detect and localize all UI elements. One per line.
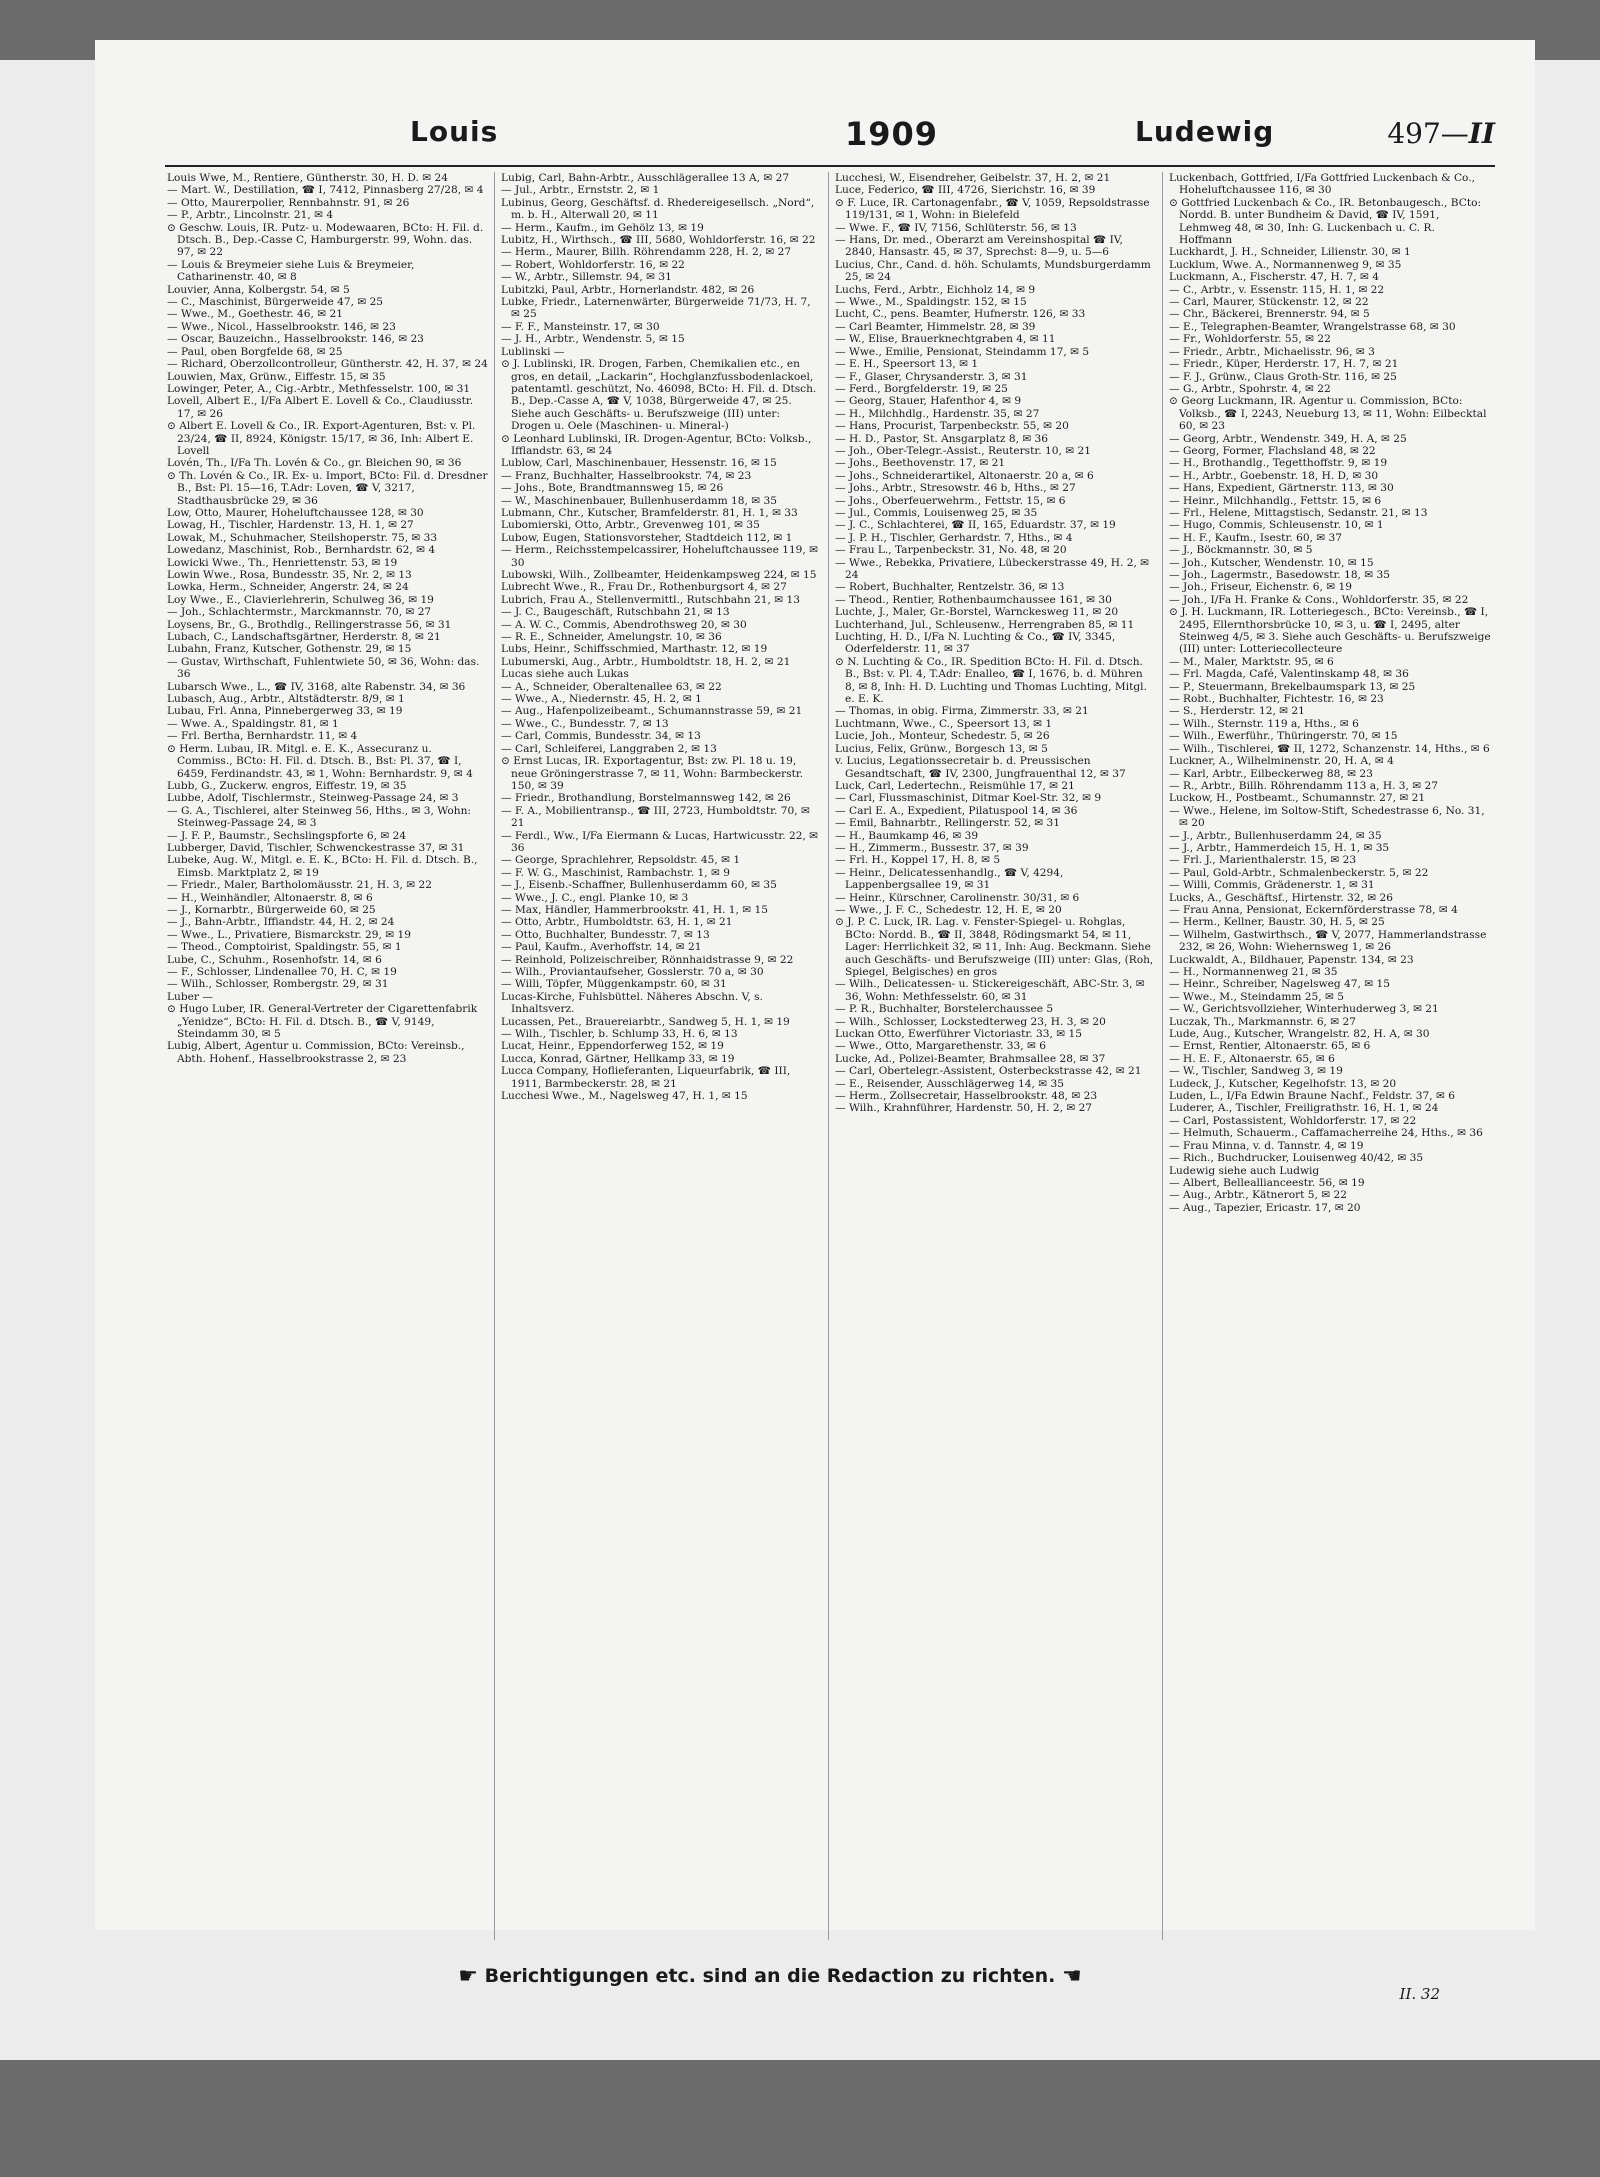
directory-entry: — Paul, Kaufm., Averhoffstr. 14, ✉ 21 [501, 941, 702, 954]
directory-entry: — Reinhold, Polizeischreiber, Rönnhaidstrasse 9, ✉ 22 [501, 953, 794, 966]
footer-notice-text: Berichtigungen etc. sind an die Redaction zu richten. [484, 1965, 1056, 1987]
directory-entry: — Aug., Tapezier, Ericastr. 17, ✉ 20 [1169, 1201, 1361, 1214]
directory-entry: — Friedr., Arbtr., Michaelisstr. 96, ✉ 3 [1169, 345, 1375, 358]
directory-entry: — A., Schneider, Oberaltenallee 63, ✉ 22 [501, 680, 722, 693]
directory-entry: Lowinger, Peter, A., Cig.-Arbtr., Methfesselstr. 100, ✉ 31 [167, 382, 471, 395]
directory-entry: — Wilh., Delicatessen- u. Stickereigeschäft, ABC-Str. 3, ✉ 36, Wohn: Methfesselstr. 60, ✉ 31 [835, 978, 1145, 1003]
directory-entry: Lowag, H., Tischler, Hardenstr. 13, H. 1, ✉ 27 [167, 519, 414, 532]
directory-entry: ⊙ J. H. Luckmann, IR. Lotteriegesch., BCto: Vereinsb., ☎ I, 2495, Ellernthorsbrücke 10, ✉ 3, u. ☎ I, 2495, alter Steinweg 4/5, ✉ 3. Siehe auch Geschäfts- u. Berufszweige (III) unter: Lotteriecollecteure [1169, 606, 1491, 656]
directory-entry: — Herm., Maurer, Billh. Röhrendamm 228, H. 2, ✉ 27 [501, 246, 792, 259]
directory-entry: — P. R., Buchhalter, Borstelerchaussee 5 [835, 1003, 1054, 1016]
directory-entry: — Frau Anna, Pensionat, Eckernförderstrasse 78, ✉ 4 [1169, 903, 1458, 916]
directory-entry: — Rich., Buchdrucker, Louisenweg 40/42, ✉ 35 [1169, 1152, 1424, 1165]
directory-entry: — Paul, Gold-Arbtr., Schmalenbeckerstr. 5, ✉ 22 [1169, 866, 1429, 879]
directory-entry: — Joh., Lagermstr., Basedowstr. 18, ✉ 35 [1169, 569, 1391, 581]
directory-entry: — Carl, Postassistent, Wohldorferstr. 17, ✉ 22 [1169, 1114, 1417, 1127]
directory-entry: — J., Arbtr., Bullenhuserdamm 24, ✉ 35 [1169, 829, 1382, 842]
directory-entry: Lucht, C., pens. Beamter, Hufnerstr. 126, ✉ 33 [835, 308, 1086, 321]
directory-entry: Lubitzki, Paul, Arbtr., Hornerlandstr. 482, ✉ 26 [501, 283, 755, 296]
directory-entry: — Wwe., Helene, im Soltow-Stift, Schedestrasse 6, No. 31, ✉ 20 [1169, 804, 1485, 830]
directory-entry: — F., Schlosser, Lindenallee 70, H. C, ✉ 19 [167, 966, 397, 978]
directory-entry: — Oscar, Bauzeichn., Hasselbrookstr. 146, ✉ 23 [167, 333, 424, 346]
directory-entry: Lowedanz, Maschinist, Rob., Bernhardstr. 62, ✉ 4 [167, 544, 436, 557]
directory-entry: — H., Weinhändler, Altonaerstr. 8, ✉ 6 [167, 891, 373, 904]
directory-entry: — Joh., I/Fa H. Franke & Cons., Wohldorferstr. 35, ✉ 22 [1169, 593, 1469, 606]
directory-entry: Lubrecht Wwe., R., Frau Dr., Rothenburgsort 4, ✉ 27 [501, 581, 787, 594]
header-year: 1909 [845, 115, 939, 153]
directory-entry: — S., Herderstr. 12, ✉ 21 [1169, 705, 1305, 718]
directory-entry: — Wilh., Krahnführer, Hardenstr. 50, H. 2, ✉ 27 [835, 1102, 1093, 1115]
page-number: 497—II [1387, 117, 1495, 150]
directory-entry: — W., Tischler, Sandweg 3, ✉ 19 [1169, 1065, 1343, 1078]
directory-entry: — W., Gerichtsvollzieher, Winterhuderweg 3, ✉ 21 [1169, 1003, 1439, 1016]
directory-entry: Lucchesi Wwe., M., Nagelsweg 47, H. 1, ✉ 15 [501, 1090, 748, 1103]
directory-entry: — Ernst, Rentier, Altonaerstr. 65, ✉ 6 [1169, 1040, 1371, 1053]
directory-entry: ⊙ J. Lublinski, IR. Drogen, Farben, Chemikalien etc., en gros, en detail, „Lackarin“, Hochglanzfussbodenlackoel, patentamtl. geschützt, No. 46098, BCto: H. Fil. d. Dtsch. B., Dep.-Casse A, ☎ V, 1038, Bürgerweide 47, ✉ 25. Siehe auch Geschäfts- u. Berufszweige (III) unter: Drogen u. Oele (Maschinen- u. Mineral-) [501, 358, 817, 433]
directory-entry: — H., Milchhdlg., Hardenstr. 35, ✉ 27 [835, 407, 1040, 420]
directory-entry: — Wilh., Sternstr. 119 a, Hths., ✉ 6 [1169, 717, 1359, 730]
directory-entry: — Heinr., Milchhandlg., Fettstr. 15, ✉ 6 [1169, 494, 1382, 507]
directory-entry: Luckwaldt, A., Bildhauer, Papenstr. 134, ✉ 23 [1169, 953, 1414, 966]
header-left-word: Louis [410, 115, 499, 148]
directory-entry: — Carl, Commis, Bundesstr. 34, ✉ 13 [501, 730, 701, 743]
directory-entry: — Frl. H., Koppel 17, H. 8, ✉ 5 [835, 854, 1001, 867]
directory-entry: — Joh., Schlachtermstr., Marckmannstr. 70, ✉ 27 [167, 606, 432, 619]
directory-entry: ⊙ Th. Lovén & Co., IR. Ex- u. Import, BCto: Fil. d. Dresdner B., Bst: Pl. 15—16, T.Adr: Loven, ☎ V, 3217, Stadthausbrücke 29, ✉ 36 [167, 469, 488, 507]
directory-entry: — Wilhelm, Gastwirthsch., ☎ V, 2077, Hammerlandstrasse 232, ✉ 26, Wohn: Wiehernsweg 1, ✉ 26 [1169, 928, 1487, 954]
directory-entry: — Joh., Ober-Telegr.-Assist., Reuterstr. 10, ✉ 21 [835, 444, 1091, 457]
directory-entry: — Richard, Oberzollcontrolleur, Güntherstr. 42, H. 37, ✉ 24 [167, 358, 488, 371]
directory-entry: Loysens, Br., G., Brothdlg., Rellingerstrasse 56, ✉ 31 [167, 618, 452, 631]
directory-entry: ⊙ J. P. C. Luck, IR. Lag. v. Fenster-Spiegel- u. Rohglas, BCto: Nordd. B., ☎ II, 3848, Rödingsmarkt 54, ✉ 11, Lager: Herrlichkeit 32, ✉ 11, Inh: Aug. Beckmann. Siehe auch Geschäfts- und Berufszweige (III) unter: Glas, (Roh, Spiegel, Belgisches) en gros [835, 916, 1154, 978]
directory-entry: Luckner, A., Wilhelminenstr. 20, H. A, ✉ 4 [1169, 755, 1394, 768]
directory-entry: — Wwe., J. F. C., Schedestr. 12, H. E, ✉ 20 [835, 903, 1062, 916]
directory-entry: — Wwe., M., Spaldingstr. 152, ✉ 15 [835, 296, 1027, 309]
directory-entry: — Carl, Obertelegr.-Assistent, Osterbeckstrasse 42, ✉ 21 [835, 1065, 1142, 1078]
directory-entry: — Fr., Wohldorferstr. 55, ✉ 22 [1169, 333, 1331, 346]
directory-entry: Lublow, Carl, Maschinenbauer, Hessenstr. 16, ✉ 15 [501, 457, 777, 470]
directory-entry: Louvier, Anna, Kolbergstr. 54, ✉ 5 [167, 283, 350, 296]
directory-entry: ⊙ Leonhard Lublinski, IR. Drogen-Agentur, BCto: Volksb., Ifflandstr. 63, ✉ 24 [501, 432, 812, 457]
directory-entry: Lude, Aug., Kutscher, Wrangelstr. 82, H. A, ✉ 30 [1169, 1028, 1430, 1041]
directory-entry: Lubb, G., Zuckerw. engros, Eiffestr. 19, ✉ 35 [167, 779, 407, 792]
column-2 [495, 172, 829, 1940]
directory-entry: — Willi, Commis, Grädenerstr. 1, ✉ 31 [1169, 879, 1375, 892]
directory-entry: Lubau, Frl. Anna, Pinnebergerweg 33, ✉ 19 [167, 705, 403, 718]
directory-entry: — G. A., Tischlerei, alter Steinweg 56, Hths., ✉ 3, Wohn: Steinweg-Passage 24, ✉ 3 [167, 804, 471, 830]
directory-entry: Low, Otto, Maurer, Hoheluftchaussee 128, ✉ 30 [167, 506, 424, 519]
directory-entry: Lubmann, Chr., Kutscher, Bramfelderstr. 81, H. 1, ✉ 33 [501, 506, 798, 519]
directory-entry: — J., Böckmannstr. 30, ✉ 5 [1169, 544, 1313, 557]
directory-entry: — Hans, Expedient, Gärtnerstr. 113, ✉ 30 [1169, 482, 1394, 495]
directory-entry: Lubig, Albert, Agentur u. Commission, BCto: Vereinsb., Abth. Hohenf., Hasselbrookstrasse 2, ✉ 23 [167, 1040, 465, 1065]
directory-entry: — J. C., Baugeschäft, Rutschbahn 21, ✉ 13 [501, 606, 730, 619]
directory-entry: — F. W. G., Maschinist, Rambachstr. 1, ✉ 9 [501, 866, 730, 879]
directory-entry: Lucke, Ad., Polizei-Beamter, Brahmsallee 28, ✉ 37 [835, 1052, 1106, 1065]
directory-entry: Luchterhand, Jul., Schleusenw., Herrengraben 85, ✉ 11 [835, 618, 1135, 631]
directory-entry: Luchtmann, Wwe., C., Speersort 13, ✉ 1 [835, 717, 1053, 730]
directory-entry: — Carl E. A., Expedient, Pilatuspool 14, ✉ 36 [835, 804, 1078, 817]
directory-entry: — Albert, Belleallianceestr. 56, ✉ 19 [1169, 1176, 1365, 1189]
directory-entry: — Hans, Dr. med., Oberarzt am Vereinshospital ☎ IV, 2840, Hansastr. 45, ✉ 37, Sprechst: 8—9, u. 5—6 [835, 234, 1123, 259]
directory-entry: — Herm., Zollsecretair, Hasselbrookstr. 48, ✉ 23 [835, 1090, 1098, 1103]
directory-entry: — J. P. H., Tischler, Gerhardstr. 7, Hths., ✉ 4 [835, 531, 1073, 544]
directory-entry: — Carl, Maurer, Stückenstr. 12, ✉ 22 [1169, 296, 1369, 309]
directory-entry: Lube, C., Schuhm., Rosenhofstr. 14, ✉ 6 [167, 953, 382, 966]
directory-entry: — H., Zimmerm., Bussestr. 37, ✉ 39 [835, 841, 1029, 854]
directory-entry: — J., Kornarbtr., Bürgerweide 60, ✉ 25 [167, 903, 376, 916]
directory-entry: — F. F., Mansteinstr. 17, ✉ 30 [501, 320, 660, 333]
directory-entry: — Emil, Bahnarbtr., Rellingerstr. 52, ✉ 31 [835, 817, 1061, 830]
directory-entry: — Johs., Oberfeuerwehrm., Fettstr. 15, ✉ 6 [835, 494, 1066, 507]
directory-entry: Lowin Wwe., Rosa, Bundesstr. 35, Nr. 2, ✉ 13 [167, 569, 412, 581]
directory-entry: ⊙ N. Luchting & Co., IR. Spedition BCto: H. Fil. d. Dtsch. B., Bst: v. Pl. 4, T.Adr: Enalleo, ☎ I, 1676, b. d. Mühren 8, ✉ 8, Inh: H. D. Luchting und Thomas Luchting, Mitgl. e. E. K. [835, 655, 1147, 706]
directory-entry: — Ferdl., Ww., I/Fa Eiermann & Lucas, Hartwicusstr. 22, ✉ 36 [501, 829, 819, 854]
directory-entry: Lubeke, Aug. W., Mitgl. e. E. K., BCto: H. Fil. d. Dtsch. B., Eimsb. Marktplatz 2, ✉ 19 [167, 854, 478, 879]
directory-entry: Lubrich, Frau A., Stellenvermittl., Rutschbahn 21, ✉ 13 [501, 593, 800, 606]
directory-entry: — J. C., Schlachterei, ☎ II, 165, Eduardstr. 37, ✉ 19 [835, 519, 1116, 532]
directory-columns [161, 172, 1497, 1940]
directory-entry: Lubarsch Wwe., L., ☎ IV, 3168, alte Rabenstr. 34, ✉ 36 [167, 680, 466, 693]
directory-entry: Lubahn, Franz, Kutscher, Gothenstr. 29, ✉ 15 [167, 643, 412, 656]
directory-entry: — F. J., Grünw., Claus Groth-Str. 116, ✉ 25 [1169, 370, 1397, 383]
directory-entry: Lucklum, Wwe. A., Normannenweg 9, ✉ 35 [1169, 258, 1402, 271]
directory-entry: — A. W. C., Commis, Abendrothsweg 20, ✉ 30 [501, 618, 747, 631]
directory-entry: — C., Maschinist, Bürgerweide 47, ✉ 25 [167, 296, 384, 309]
directory-entry: — George, Sprachlehrer, Repsoldstr. 45, ✉ 1 [501, 854, 741, 867]
directory-entry: — Louis & Breymeier siehe Luis & Breymeier, Catharinenstr. 40, ✉ 8 [167, 258, 415, 284]
directory-entry: — Thomas, in obig. Firma, Zimmerstr. 33, ✉ 21 [835, 705, 1089, 718]
directory-entry: ⊙ Albert E. Lovell & Co., IR. Export-Agenturen, Bst: v. Pl. 23/24, ☎ II, 8924, Königstr. 15/17, ✉ 36, Inh: Albert E. Lovell [167, 420, 476, 457]
directory-entry: — M., Maler, Marktstr. 95, ✉ 6 [1169, 655, 1334, 668]
directory-entry: Lubberger, David, Tischler, Schwenckestrasse 37, ✉ 31 [167, 841, 465, 854]
directory-entry: — Jul., Arbtr., Ernststr. 2, ✉ 1 [501, 184, 660, 197]
directory-entry: — Wilh., Schlosser, Rombergstr. 29, ✉ 31 [167, 978, 389, 991]
directory-entry: ⊙ Gottfried Luckenbach & Co., IR. Betonbaugesch., BCto: Nordd. B. unter Bundheim & David, ☎ IV, 1591, Lehmweg 48, ✉ 30, Inh: G. Luckenbach u. C. R. Hoffmann [1169, 196, 1482, 247]
directory-entry: — Robt., Buchhalter, Fichtestr. 16, ✉ 23 [1169, 693, 1384, 706]
directory-entry: — Otto, Maurerpolier, Rennbahnstr. 91, ✉ 26 [167, 196, 410, 209]
directory-entry: — H. E. F., Altonaerstr. 65, ✉ 6 [1169, 1052, 1335, 1065]
directory-entry: — Carl Beamter, Himmelstr. 28, ✉ 39 [835, 320, 1036, 333]
directory-entry: — W., Maschinenbauer, Bullenhuserdamm 18, ✉ 35 [501, 494, 777, 507]
directory-entry: — Frau Minna, v. d. Tannstr. 4, ✉ 19 [1169, 1139, 1364, 1152]
directory-entry: — G., Arbtr., Spohrstr. 4, ✉ 22 [1169, 382, 1331, 395]
directory-entry: — Robert, Buchhalter, Rentzelstr. 36, ✉ 13 [835, 581, 1065, 594]
directory-entry: Lucie, Joh., Monteur, Schedestr. 5, ✉ 26 [835, 730, 1050, 743]
directory-entry: — Heinr., Kürschner, Carolinenstr. 30/31, ✉ 6 [835, 891, 1080, 904]
directory-entry: Lucat, Heinr., Eppendorferweg 152, ✉ 19 [501, 1040, 724, 1053]
directory-entry: — J., Arbtr., Hammerdeich 15, H. 1, ✉ 35 [1169, 841, 1390, 854]
directory-entry: Lubbe, Adolf, Tischlermstr., Steinweg-Passage 24, ✉ 3 [167, 792, 459, 805]
directory-entry: — Karl, Arbtr., Eilbeckerweg 88, ✉ 23 [1169, 767, 1373, 780]
directory-entry: — Jul., Commis, Louisenweg 25, ✉ 35 [835, 506, 1038, 519]
directory-entry: Lubumerski, Aug., Arbtr., Humboldtstr. 18, H. 2, ✉ 21 [501, 655, 791, 668]
directory-entry: Luchs, Ferd., Arbtr., Eichholz 14, ✉ 9 [835, 283, 1036, 296]
directory-entry: Lublinski — [501, 345, 565, 358]
directory-entry: Louis Wwe, M., Rentiere, Güntherstr. 30, H. D. ✉ 24 [167, 172, 449, 184]
directory-entry: Lucius, Felix, Grünw., Borgesch 13, ✉ 5 [835, 742, 1048, 755]
directory-entry: — Wwe., Nicol., Hasselbrookstr. 146, ✉ 23 [167, 320, 396, 333]
directory-entry: — Hugo, Commis, Schleusenstr. 10, ✉ 1 [1169, 519, 1384, 532]
directory-entry: Luckan Otto, Ewerführer Victoriastr. 33, ✉ 15 [835, 1028, 1082, 1041]
directory-entry: — J., Bahn-Arbtr., Iffiandstr. 44, H. 2, ✉ 24 [167, 916, 395, 929]
directory-entry: Lubasch, Aug., Arbtr., Altstädterstr. 8/9, ✉ 1 [167, 693, 405, 706]
directory-entry: — H. D., Pastor, St. Ansgarplatz 8, ✉ 36 [835, 432, 1049, 445]
directory-entry: Loy Wwe., E., Clavierlehrerin, Schulweg 36, ✉ 19 [167, 593, 434, 606]
directory-entry: — Frl. J., Marienthalerstr. 15, ✉ 23 [1169, 854, 1357, 867]
directory-entry: — E. H., Speersort 13, ✉ 1 [835, 358, 979, 371]
directory-entry: — R. E., Schneider, Amelungstr. 10, ✉ 36 [501, 631, 722, 644]
directory-entry: ⊙ Geschw. Louis, IR. Putz- u. Modewaaren, BCto: H. Fil. d. Dtsch. B., Dep.-Casse C, Hamburgerstr. 99, Wohn. das. 97, ✉ 22 [167, 221, 484, 259]
directory-entry: Lucchesi, W., Eisendreher, Geibelstr. 37, H. 2, ✉ 21 [835, 172, 1111, 184]
directory-entry: Luchte, J., Maler, Gr.-Borstel, Warnckesweg 11, ✉ 20 [835, 606, 1119, 619]
directory-entry: — H., Baumkamp 46, ✉ 39 [835, 829, 979, 842]
directory-entry: Lubitz, H., Wirthsch., ☎ III, 5680, Wohldorferstr. 16, ✉ 22 [501, 234, 816, 247]
directory-entry: Lovén, Th., I/Fa Th. Lovén & Co., gr. Bleichen 90, ✉ 36 [167, 457, 462, 470]
directory-entry: — Carl, Schleiferei, Langgraben 2, ✉ 13 [501, 742, 717, 755]
directory-entry: Lubach, C., Landschaftsgärtner, Herderstr. 8, ✉ 21 [167, 631, 441, 644]
directory-entry: — R., Arbtr., Billh. Röhrendamm 113 a, H. 3, ✉ 27 [1169, 779, 1439, 792]
directory-entry: — Johs., Schneiderartikel, Altonaerstr. 20 a, ✉ 6 [835, 469, 1094, 482]
page-content [95, 40, 1535, 1930]
running-header [165, 115, 1495, 167]
directory-entry: — Paul, oben Borgfelde 68, ✉ 25 [167, 345, 343, 358]
directory-entry: Luderer, A., Tischler, Freiligrathstr. 16, H. 1, ✉ 24 [1169, 1102, 1439, 1115]
directory-entry: — Joh., Friseur, Eichenstr. 6, ✉ 19 [1169, 581, 1352, 594]
directory-entry: — Heinr., Delicatessenhandlg., ☎ V, 4294, Lappenbergsallee 19, ✉ 31 [835, 866, 1064, 892]
directory-entry: — Wilh., Schlosser, Lockstedterweg 23, H. 3, ✉ 20 [835, 1015, 1106, 1028]
directory-entry: — Wilh., Proviantaufseher, Gosslerstr. 70 a, ✉ 30 [501, 966, 764, 978]
directory-entry: — Carl, Flussmaschinist, Ditmar Koel-Str. 32, ✉ 9 [835, 792, 1102, 805]
directory-entry: ⊙ Ernst Lucas, IR. Exportagentur, Bst: zw. Pl. 18 u. 19, neue Gröningerstrasse 7, ✉ 11, Wohn: Barmbeckerstr. 150, ✉ 39 [501, 755, 804, 792]
directory-entry: — Georg, Stauer, Hafenthor 4, ✉ 9 [835, 395, 1022, 408]
directory-entry: — J., Eisenb.-Schaffner, Bullenhuserdamm 60, ✉ 35 [501, 879, 777, 892]
directory-entry: — F. A., Mobilientransp., ☎ III, 2723, Humboldtstr. 70, ✉ 21 [501, 804, 810, 830]
directory-entry: — J. H., Arbtr., Wendenstr. 5, ✉ 15 [501, 333, 685, 346]
directory-entry: — Johs., Beethovenstr. 17, ✉ 21 [835, 457, 1006, 470]
directory-entry: — P., Arbtr., Lincolnstr. 21, ✉ 4 [167, 209, 334, 222]
directory-entry: v. Lucius, Legationssecretair b. d. Preussischen Gesandtschaft, ☎ IV, 2300, Jungfrauenthal 12, ✉ 37 [835, 755, 1126, 780]
directory-entry: Lubinus, Georg, Geschäftsf. d. Rhedereigesellsch. „Nord“, m. b. H., Alterwall 20, ✉ 11 [501, 196, 815, 222]
directory-entry: — Wwe., L., Privatiere, Bismarckstr. 29, ✉ 19 [167, 928, 411, 941]
directory-entry: — Wwe., C., Bundesstr. 7, ✉ 13 [501, 717, 669, 730]
directory-entry: — J. F. P., Baumstr., Sechslingspforte 6, ✉ 24 [167, 829, 407, 842]
directory-entry: ⊙ Georg Luckmann, IR. Agentur u. Commission, BCto: Volksb., ☎ I, 2243, Neueburg 13, ✉ 11, Wohn: Eilbecktal 60, ✉ 23 [1169, 395, 1487, 433]
directory-entry: — Wilh., Tischlerei, ☎ II, 1272, Schanzenstr. 14, Hths., ✉ 6 [1169, 742, 1490, 755]
directory-entry: — Hans, Procurist, Tarpenbeckstr. 55, ✉ 20 [835, 420, 1069, 433]
directory-entry: — Frl. Bertha, Bernhardstr. 11, ✉ 4 [167, 730, 358, 743]
directory-entry: — H. F., Kaufm., Isestr. 60, ✉ 37 [1169, 531, 1343, 544]
directory-entry: — P., Steuermann, Brekelbaumspark 13, ✉ 25 [1169, 680, 1416, 693]
directory-entry: — Wwe., J. C., engl. Planke 10, ✉ 3 [501, 891, 689, 904]
directory-entry: — Friedr., Küper, Herderstr. 17, H. 7, ✉ 21 [1169, 358, 1399, 371]
directory-entry: — H., Arbtr., Goebenstr. 18, H. D, ✉ 30 [1169, 469, 1379, 482]
directory-entry: — Wwe., Otto, Margarethenstr. 33, ✉ 6 [835, 1040, 1046, 1053]
directory-entry: — Max, Händler, Hammerbrookstr. 41, H. 1, ✉ 15 [501, 903, 768, 916]
directory-entry: — Wwe., Emilie, Pensionat, Steindamm 17, ✉ 5 [835, 345, 1090, 358]
directory-entry: Lucca Company, Hoflieferanten, Liqueurfabrik, ☎ III, 1911, Barmbeckerstr. 28, ✉ 21 [501, 1065, 791, 1090]
directory-entry: — Otto, Buchhalter, Bundesstr. 7, ✉ 13 [501, 928, 710, 941]
directory-entry: — Gustav, Wirthschaft, Fuhlentwiete 50, ✉ 36, Wohn: das. 36 [167, 655, 480, 681]
directory-entry: — H., Normannenweg 21, ✉ 35 [1169, 966, 1338, 978]
directory-entry: Luden, L., I/Fa Edwin Braune Nachf., Feldstr. 37, ✉ 6 [1169, 1090, 1456, 1103]
directory-entry: Lucca, Konrad, Gärtner, Hellkamp 33, ✉ 19 [501, 1052, 735, 1065]
directory-entry: — Johs., Bote, Brandtmannsweg 15, ✉ 26 [501, 482, 724, 495]
directory-entry: — W., Arbtr., Sillemstr. 94, ✉ 31 [501, 271, 672, 284]
directory-entry: — Frl., Helene, Mittagstisch, Sedanstr. 21, ✉ 13 [1169, 506, 1428, 519]
directory-entry: Luchting, H. D., I/Fa N. Luchting & Co., ☎ IV, 3345, Oderfelderstr. 11, ✉ 37 [835, 631, 1116, 656]
directory-entry: Lowak, M., Schuhmacher, Steilshoperstr. 75, ✉ 33 [167, 531, 438, 544]
directory-entry: Ludeck, J., Kutscher, Kegelhofstr. 13, ✉ 20 [1169, 1077, 1397, 1090]
directory-entry: — Georg, Former, Flachsland 48, ✉ 22 [1169, 444, 1376, 457]
directory-entry: — Franz, Buchhalter, Hasselbrookstr. 74, ✉ 23 [501, 469, 752, 482]
directory-entry: — Theod., Comptoirist, Spaldingstr. 55, ✉ 1 [167, 941, 402, 954]
directory-entry: — Wwe., M., Steindamm 25, ✉ 5 [1169, 990, 1344, 1003]
directory-entry: Luckmann, A., Fischerstr. 47, H. 7, ✉ 4 [1169, 271, 1379, 284]
directory-entry: — W., Elise, Brauerknechtgraben 4, ✉ 11 [835, 333, 1056, 346]
directory-entry: — Wilh., Tischler, b. Schlump 33, H. 6, ✉ 13 [501, 1028, 738, 1041]
directory-entry: Luczak, Th., Markmannstr. 6, ✉ 27 [1169, 1015, 1357, 1028]
directory-entry: ⊙ Hugo Luber, IR. General-Vertreter der Cigarettenfabrik „Yenidze“, BCto: H. Fil. d. Dtsch. B., ☎ V, 9149, Steindamm 30, ✉ 5 [167, 1003, 478, 1041]
directory-entry: Luckow, H., Postbeamt., Schumannstr. 27, ✉ 21 [1169, 792, 1426, 805]
directory-entry: — Robert, Wohldorferstr. 16, ✉ 22 [501, 258, 685, 271]
signature-mark: II. 32 [1399, 1985, 1440, 2003]
directory-entry: — Frl. Magda, Café, Valentinskamp 48, ✉ 36 [1169, 668, 1409, 681]
directory-entry: — Aug., Arbtr., Kätnerort 5, ✉ 22 [1169, 1189, 1347, 1202]
pointing-hand-left-icon: ☚ [1061, 1964, 1082, 1989]
directory-entry: Luck, Carl, Ledertechn., Reismühle 17, ✉ 21 [835, 779, 1075, 792]
directory-entry: — Chr., Bäckerei, Brennerstr. 94, ✉ 5 [1169, 308, 1370, 321]
directory-entry: Luckenbach, Gottfried, I/Fa Gottfried Luckenbach & Co., Hoheluftchaussee 116, ✉ 30 [1169, 172, 1475, 197]
directory-entry: Louwien, Max, Grünw., Eiffestr. 15, ✉ 35 [167, 370, 386, 383]
directory-entry: Lubow, Eugen, Stationsvorsteher, Stadtdeich 112, ✉ 1 [501, 531, 793, 544]
directory-entry: Lucassen, Pet., Brauereiarbtr., Sandweg 5, H. 1, ✉ 19 [501, 1015, 790, 1028]
directory-entry: — Herm., Reichsstempelcassirer, Hoheluftchaussee 119, ✉ 30 [501, 544, 819, 569]
directory-entry: — Theod., Rentier, Rothenbaumchaussee 161, ✉ 30 [835, 593, 1112, 606]
directory-entry: ⊙ Herm. Lubau, IR. Mitgl. e. E. K., Assecuranz u. Commiss., BCto: H. Fil. d. Dtsch. B., Bst: Pl. 37, ☎ I, 6459, Ferdinandstr. 43, ✉ 1, Wohn: Bernhardstr. 9, ✉ 4 [167, 742, 473, 780]
directory-entry: — Heinr., Schreiber, Nagelsweg 47, ✉ 15 [1169, 978, 1390, 991]
directory-entry: Luber — [167, 990, 213, 1003]
directory-entry: — Wwe. F., ☎ IV, 7156, Schlüterstr. 56, ✉ 13 [835, 221, 1077, 234]
directory-entry: — Herm., Kaufm., im Gehölz 13, ✉ 19 [501, 221, 704, 234]
directory-entry: — Wwe. A., Spaldingstr. 81, ✉ 1 [167, 717, 339, 730]
directory-entry: — Wwe., M., Goethestr. 46, ✉ 21 [167, 308, 343, 321]
directory-entry: — Otto, Arbtr., Humboldtstr. 63, H. 1, ✉ 21 [501, 916, 733, 929]
directory-entry: — F., Glaser, Chrysanderstr. 3, ✉ 31 [835, 370, 1028, 383]
directory-entry: — Herm., Kellner, Baustr. 30, H. 5, ✉ 25 [1169, 916, 1385, 929]
directory-entry: — Wwe., A., Niedernstr. 45, H. 2, ✉ 1 [501, 693, 702, 706]
directory-entry: Luckhardt, J. H., Schneider, Lilienstr. 30, ✉ 1 [1169, 246, 1411, 259]
directory-entry: — Friedr., Brothandlung, Borstelmannsweg 142, ✉ 26 [501, 792, 791, 805]
directory-entry: — H., Brothandlg., Tegetthoffstr. 9, ✉ 19 [1169, 457, 1388, 470]
directory-entry: — Frau L., Tarpenbeckstr. 31, No. 48, ✉ 20 [835, 544, 1067, 557]
directory-entry: Lubomierski, Otto, Arbtr., Grevenweg 101, ✉ 35 [501, 519, 760, 532]
directory-entry: Lucks, A., Geschäftsf., Hirtenstr. 32, ✉ 26 [1169, 891, 1393, 904]
directory-entry: — Helmuth, Schauerm., Caffamacherreihe 24, Hths., ✉ 36 [1169, 1127, 1483, 1140]
column-4 [1163, 172, 1497, 1940]
column-1 [161, 172, 495, 1940]
directory-entry: — E., Reisender, Ausschlägerweg 14, ✉ 35 [835, 1077, 1064, 1090]
directory-entry: — Wilh., Ewerführ., Thüringerstr. 70, ✉ 15 [1169, 730, 1398, 743]
directory-entry: — Friedr., Maler, Bartholomäusstr. 21, H. 3, ✉ 22 [167, 879, 432, 892]
directory-entry: — Ferd., Borgfelderstr. 19, ✉ 25 [835, 382, 1008, 395]
directory-entry: Ludewig siehe auch Ludwig [1169, 1164, 1320, 1177]
directory-entry: — Wwe., Rebekka, Privatiere, Lübeckerstrasse 49, H. 2, ✉ 24 [835, 556, 1150, 581]
directory-entry: — Georg, Arbtr., Wendenstr. 349, H. A, ✉ 25 [1169, 432, 1407, 445]
directory-entry: Lubs, Heinr., Schiffsschmied, Marthastr. 12, ✉ 19 [501, 643, 768, 656]
directory-entry: Lubke, Friedr., Laternenwärter, Bürgerweide 71/73, H. 7, ✉ 25 [501, 296, 811, 321]
directory-entry: Luce, Federico, ☎ III, 4726, Sierichstr. 16, ✉ 39 [835, 184, 1096, 197]
directory-entry: Lubig, Carl, Bahn-Arbtr., Ausschlägerallee 13 A, ✉ 27 [501, 172, 790, 184]
directory-entry: ⊙ F. Luce, IR. Cartonagenfabr., ☎ V, 1059, Repsoldstrasse 119/131, ✉ 1, Wohn: in Bielefeld [835, 196, 1150, 222]
directory-entry: Lubowski, Wilh., Zollbeamter, Heidenkampsweg 224, ✉ 15 [501, 569, 817, 581]
directory-entry: — Joh., Kutscher, Wendenstr. 10, ✉ 15 [1169, 556, 1374, 569]
directory-entry: Lucas siehe auch Lukas [501, 668, 629, 681]
directory-entry: — C., Arbtr., v. Essenstr. 115, H. 1, ✉ 22 [1169, 283, 1385, 296]
column-3 [829, 172, 1163, 1940]
directory-entry: — Aug., Hafenpolizeibeamt., Schumannstrasse 59, ✉ 21 [501, 705, 803, 718]
directory-entry: Lovell, Albert E., I/Fa Albert E. Lovell & Co., Claudiusstr. 17, ✉ 26 [167, 395, 474, 420]
directory-entry: Lowicki Wwe., Th., Henriettenstr. 53, ✉ 19 [167, 556, 398, 569]
directory-entry: — Willi, Töpfer, Müggenkampstr. 60, ✉ 31 [501, 978, 727, 991]
directory-entry: — Mart. W., Destillation, ☎ I, 7412, Pinnasberg 27/28, ✉ 4 [167, 184, 484, 197]
pointing-hand-icon: ☛ [458, 1964, 479, 1989]
directory-entry: — E., Telegraphen-Beamter, Wrangelstrasse 68, ✉ 30 [1169, 320, 1456, 333]
directory-entry: Lucius, Chr., Cand. d. höh. Schulamts, Mundsburgerdamm 25, ✉ 24 [835, 258, 1151, 284]
footer-notice [300, 1964, 1240, 1994]
directory-entry: Lucas-Kirche, Fuhlsbüttel. Näheres Abschn. V, s. Inhaltsverz. [501, 990, 763, 1016]
directory-entry: — Johs., Arbtr., Stresowstr. 46 b, Hths., ✉ 27 [835, 482, 1076, 495]
header-right-word: Ludewig [1135, 115, 1275, 148]
directory-entry: Lowka, Herm., Schneider, Angerstr. 24, ✉ 24 [167, 581, 409, 594]
